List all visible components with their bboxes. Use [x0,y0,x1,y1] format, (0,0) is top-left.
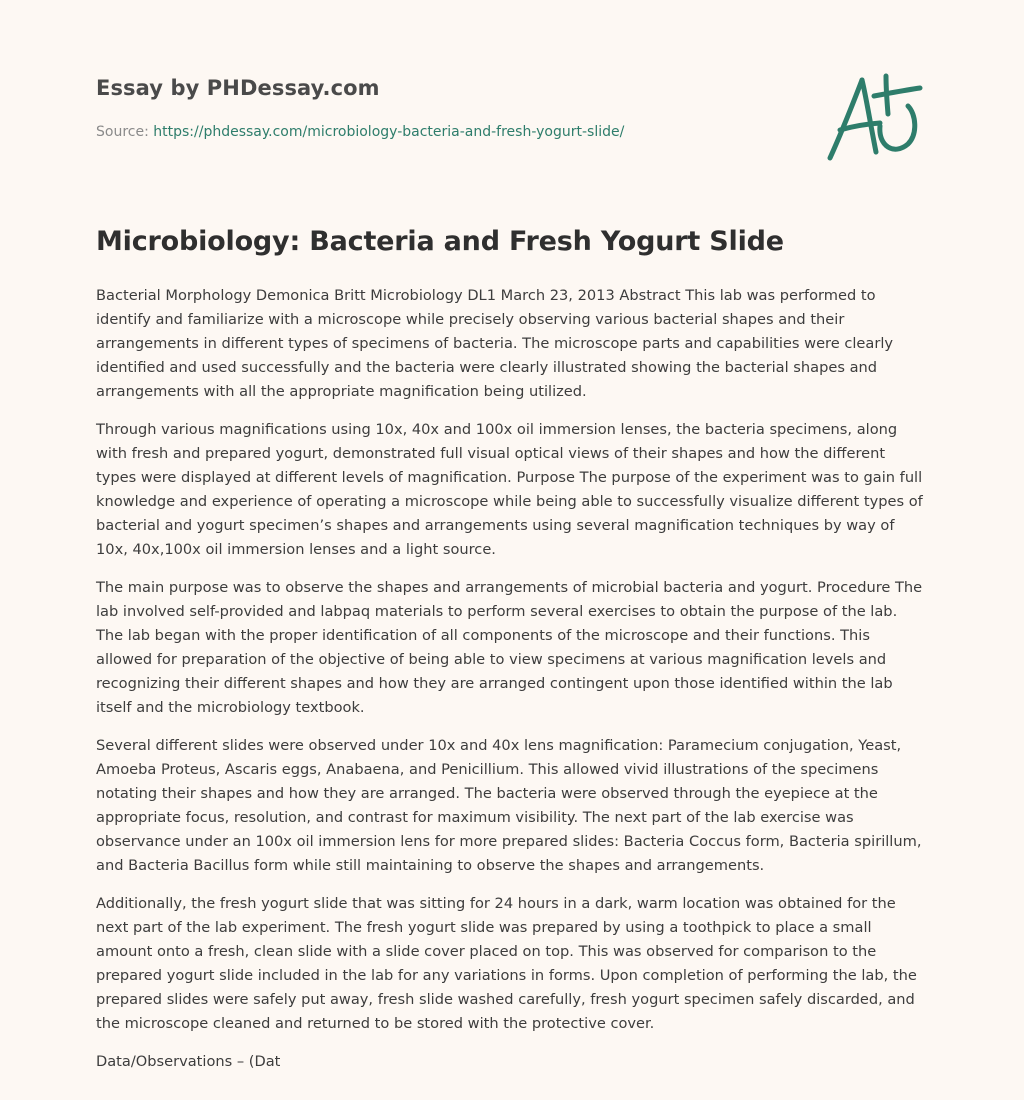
source-line [96,124,624,140]
source-link[interactable]: https://phdessay.com/microbiology-bacteria-and-fresh-yogurt-slide/ [153,124,625,140]
a-plus-logo-icon [820,66,930,166]
a-plus-logo [820,66,930,166]
essay-paragraph: Additionally, the fresh yogurt slide that was sitting for 24 hours in a dark, warm location was obtained for the next part of the lab experiment. The fresh yogurt slide was prepared by using a toothpick to place a small amount onto a fresh, clean slide with a slide cover placed on top. This was observed for comparison to the prepared yogurt slide included in the lab for any variations in forms. Upon completion of performing the lab, the prepared slides were safely put away, fresh slide washed carefully, fresh yogurt specimen safely discarded, and the microscope cleaned and returned to be stored with the protective cover. [96,895,917,1032]
essay-body [96,284,928,1088]
essay-paragraph: Through various magnifications using 10x, 40x and 100x oil immersion lenses, the bacteria specimens, along with fresh and prepared yogurt, demonstrated full visual optical views of their shapes and how the different types were displayed at different levels of magnification. Purpose The purpose of the experiment was to gain full knowledge and experience of operating a microscope while being able to successfully visualize different types of bacterial and yogurt specimen’s shapes and arrangements using several magnification techniques by way of 10x, 40x,100x oil immersion lenses and a light source. [96,421,923,558]
essay-paragraph-truncated: Data/Observations – (Dat [96,1053,281,1070]
site-brand: Essay by PHDessay.com [96,76,380,100]
source-label: Source: [96,124,154,140]
essay-paragraph: The main purpose was to observe the shapes and arrangements of microbial bacteria and yogurt. Procedure The lab involved self-provided and labpaq materials to perform several exercises to obtain the purpose of the lab. The lab began with the proper identification of all components of the microscope and their functions. This allowed for preparation of the objective of being able to view specimens at various magnification levels and recognizing their different shapes and how they are arranged contingent upon those identified within the lab itself and the microbiology textbook. [96,579,923,716]
essay-paragraph: Bacterial Morphology Demonica Britt Microbiology DL1 March 23, 2013 Abstract This lab was performed to identify and familiarize with a microscope while precisely observing various bacterial shapes and their arrangements in different types of specimens of bacteria. The microscope parts and capabilities were clearly identified and used successfully and the bacteria were clearly illustrated showing the bacterial shapes and arrangements with all the appropriate magnification being utilized. [96,287,894,400]
essay-paragraph: Several different slides were observed under 10x and 40x lens magnification: Paramecium conjugation, Yeast, Amoeba Proteus, Ascaris eggs, Anabaena, and Penicillium. This allowed vivid illustrations of the specimens notating their shapes and how they are arranged. The bacteria were observed through the eyepiece at the appropriate focus, resolution, and contrast for maximum visibility. The next part of the lab exercise was observance under an 100x oil immersion lens for more prepared slides: Bacteria Coccus form, Bacteria spirillum, and Bacteria Bacillus form while still maintaining to observe the shapes and arrangements. [96,737,922,874]
essay-title: Microbiology: Bacteria and Fresh Yogurt Slide [96,226,784,257]
